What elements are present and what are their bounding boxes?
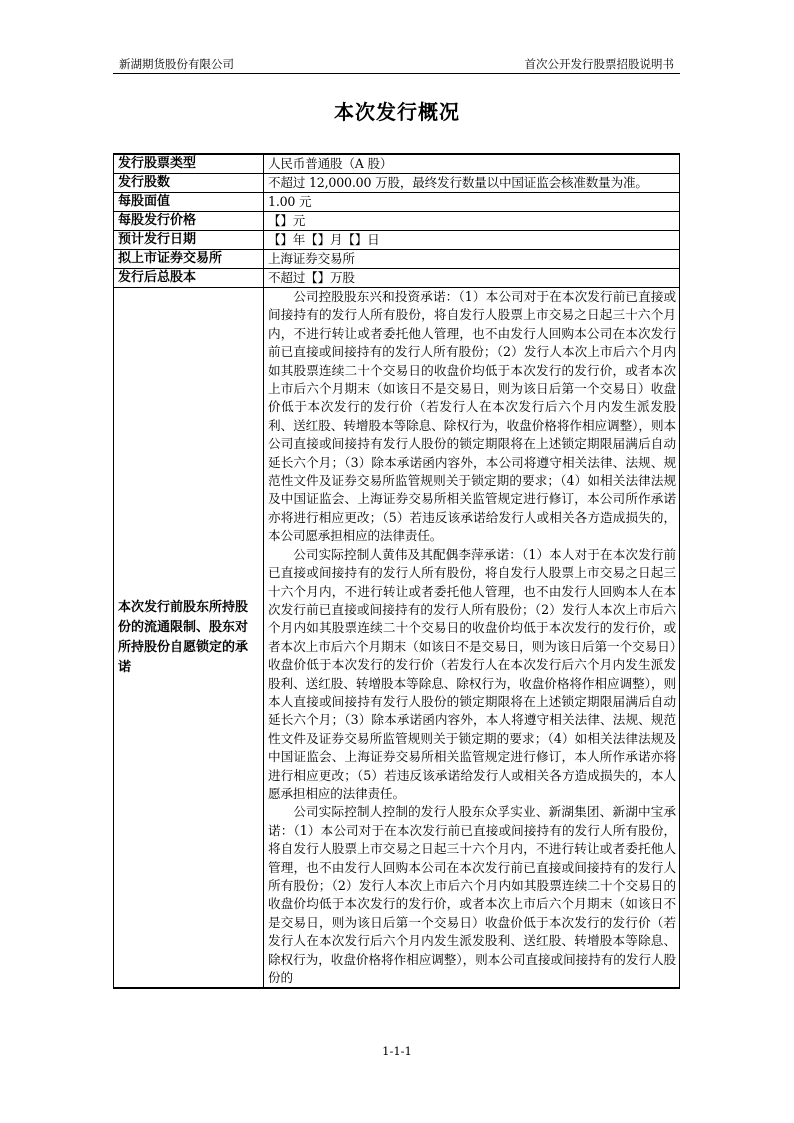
row-label-total-shares: 发行后总股本 [114,269,264,288]
row-label-par-value: 每股面值 [114,193,264,212]
table-row [114,269,680,288]
table-row [114,212,680,231]
row-label-share-count: 发行股数 [114,174,264,193]
offering-overview-table [113,153,680,989]
row-value-issue-price: 【】元 [264,212,680,231]
row-value-stock-type: 人民币普通股（A 股） [264,154,680,174]
row-label-issue-date: 预计发行日期 [114,231,264,250]
header-company: 新湖期货股份有限公司 [119,57,234,71]
page-number: 1-1-1 [382,1044,412,1058]
row-value-total-shares: 不超过【】万股 [264,269,680,288]
table-row [114,250,680,269]
row-value-issue-date: 【】年【】月【】日 [264,231,680,250]
lockup-paragraph-actual-controller: 公司实际控制人黄伟及其配偶李萍承诺：（1）本人对于在本次发行前已直接或间接持有的发行人所有股份，将自发行人股票上市交易之日起三十六个月内，不进行转让或者委托他人管理，也不由发行人回购本人在本次发行前已直接或间接持有的发行人所有股份；（2）发行人本次上市后六个月内如其股票连续二十个交易日的收盘价均低于本次发行的发行价，或者本次上市后六个月期末（如该日不是交易日，则为该日后第一个交易日）收盘价低于本次发行的发行价（若发行人在本次发行后六个月内发生派发股利、送红股、转增股本等除息、除权行为，收盘价格将作相应调整），则本人直接或间接持有发行人股份的锁定期限将在上述锁定期限届满后自动延长六个月；（3）除本承诺函内容外，本人将遵守相关法律、法规、规范性文件及证券交易所监管规则关于锁定期的要求；（4）如相关法律法规及中国证监会、上海证券交易所相关监管规定进行修订，本人所作承诺亦将进行相应更改；（5）若违反该承诺给发行人或相关各方造成损失的，本人愿承担相应的法律责任。 [268,546,676,801]
table-row [114,154,680,174]
row-value-par-value: 1.00 元 [264,193,680,212]
header-rule [113,73,680,74]
table-row [114,231,680,250]
table-row [114,193,680,212]
row-label-exchange: 拟上市证券交易所 [114,250,264,269]
row-label-stock-type: 发行股票类型 [114,154,264,174]
row-value-exchange: 上海证券交易所 [264,250,680,269]
page-title: 本次发行概况 [334,100,460,124]
table-row [114,174,680,193]
row-label-lockup: 本次发行前股东所持股份的流通限制、股东对所持股份自愿锁定的承诺 [114,288,264,989]
row-label-issue-price: 每股发行价格 [114,212,264,231]
row-value-share-count: 不超过 12,000.00 万股，最终发行数量以中国证监会核准数量为准。 [264,174,680,193]
lockup-paragraph-controlling-shareholder: 公司控股股东兴和投资承诺：（1）本公司对于在本次发行前已直接或间接持有的发行人所有股份，将自发行人股票上市交易之日起三十六个月内，不进行转让或者委托他人管理，也不由发行人回购本公司在本次发行前已直接或间接持有的发行人所有股份；（2）发行人本次上市后六个月内如其股票连续二十个交易日的收盘价均低于本次发行的发行价，或者本次上市后六个月期末（如该日不是交易日，则为该日后第一个交易日）收盘价低于本次发行的发行价（若发行人在本次发行后六个月内发生派发股利、送红股、转增股本等除息、除权行为，收盘价格将作相应调整），则本公司直接或间接持有发行人股份的锁定期限将在上述锁定期限届满后自动延长六个月；（3）除本承诺函内容外，本公司将遵守相关法律、法规、规范性文件及证券交易所监管规则关于锁定期的要求；（4）如相关法律法规及中国证监会、上海证券交易所相关监管规定进行修订，本公司所作承诺亦将进行相应更改；（5）若违反该承诺给发行人或相关各方造成损失的，本公司愿承担相应的法律责任。 [268,289,676,544]
lockup-paragraph-affiliated-shareholders: 公司实际控制人控制的发行人股东众孚实业、新湖集团、新湖中宝承诺：（1）本公司对于在本次发行前已直接或间接持有的发行人所有股份，将自发行人股票上市交易之日起三十六个月内，不进行转让或者委托他人管理，也不由发行人回购本公司在本次发行前已直接或间接持有的发行人所有股份；（2）发行人本次上市后六个月内如其股票连续二十个交易日的收盘价均低于本次发行的发行价，或者本次上市后六个月期末（如该日不是交易日，则为该日后第一个交易日）收盘价低于本次发行的发行价（若发行人在本次发行后六个月内发生派发股利、送红股、转增股本等除息、除权行为，收盘价格将作相应调整），则本公司直接或间接持有的发行人股份的 [268,804,676,986]
lockup-commitments [264,288,680,989]
header-doc-title: 首次公开发行股票招股说明书 [524,57,674,71]
page-header [113,56,680,72]
table-row [114,288,680,989]
